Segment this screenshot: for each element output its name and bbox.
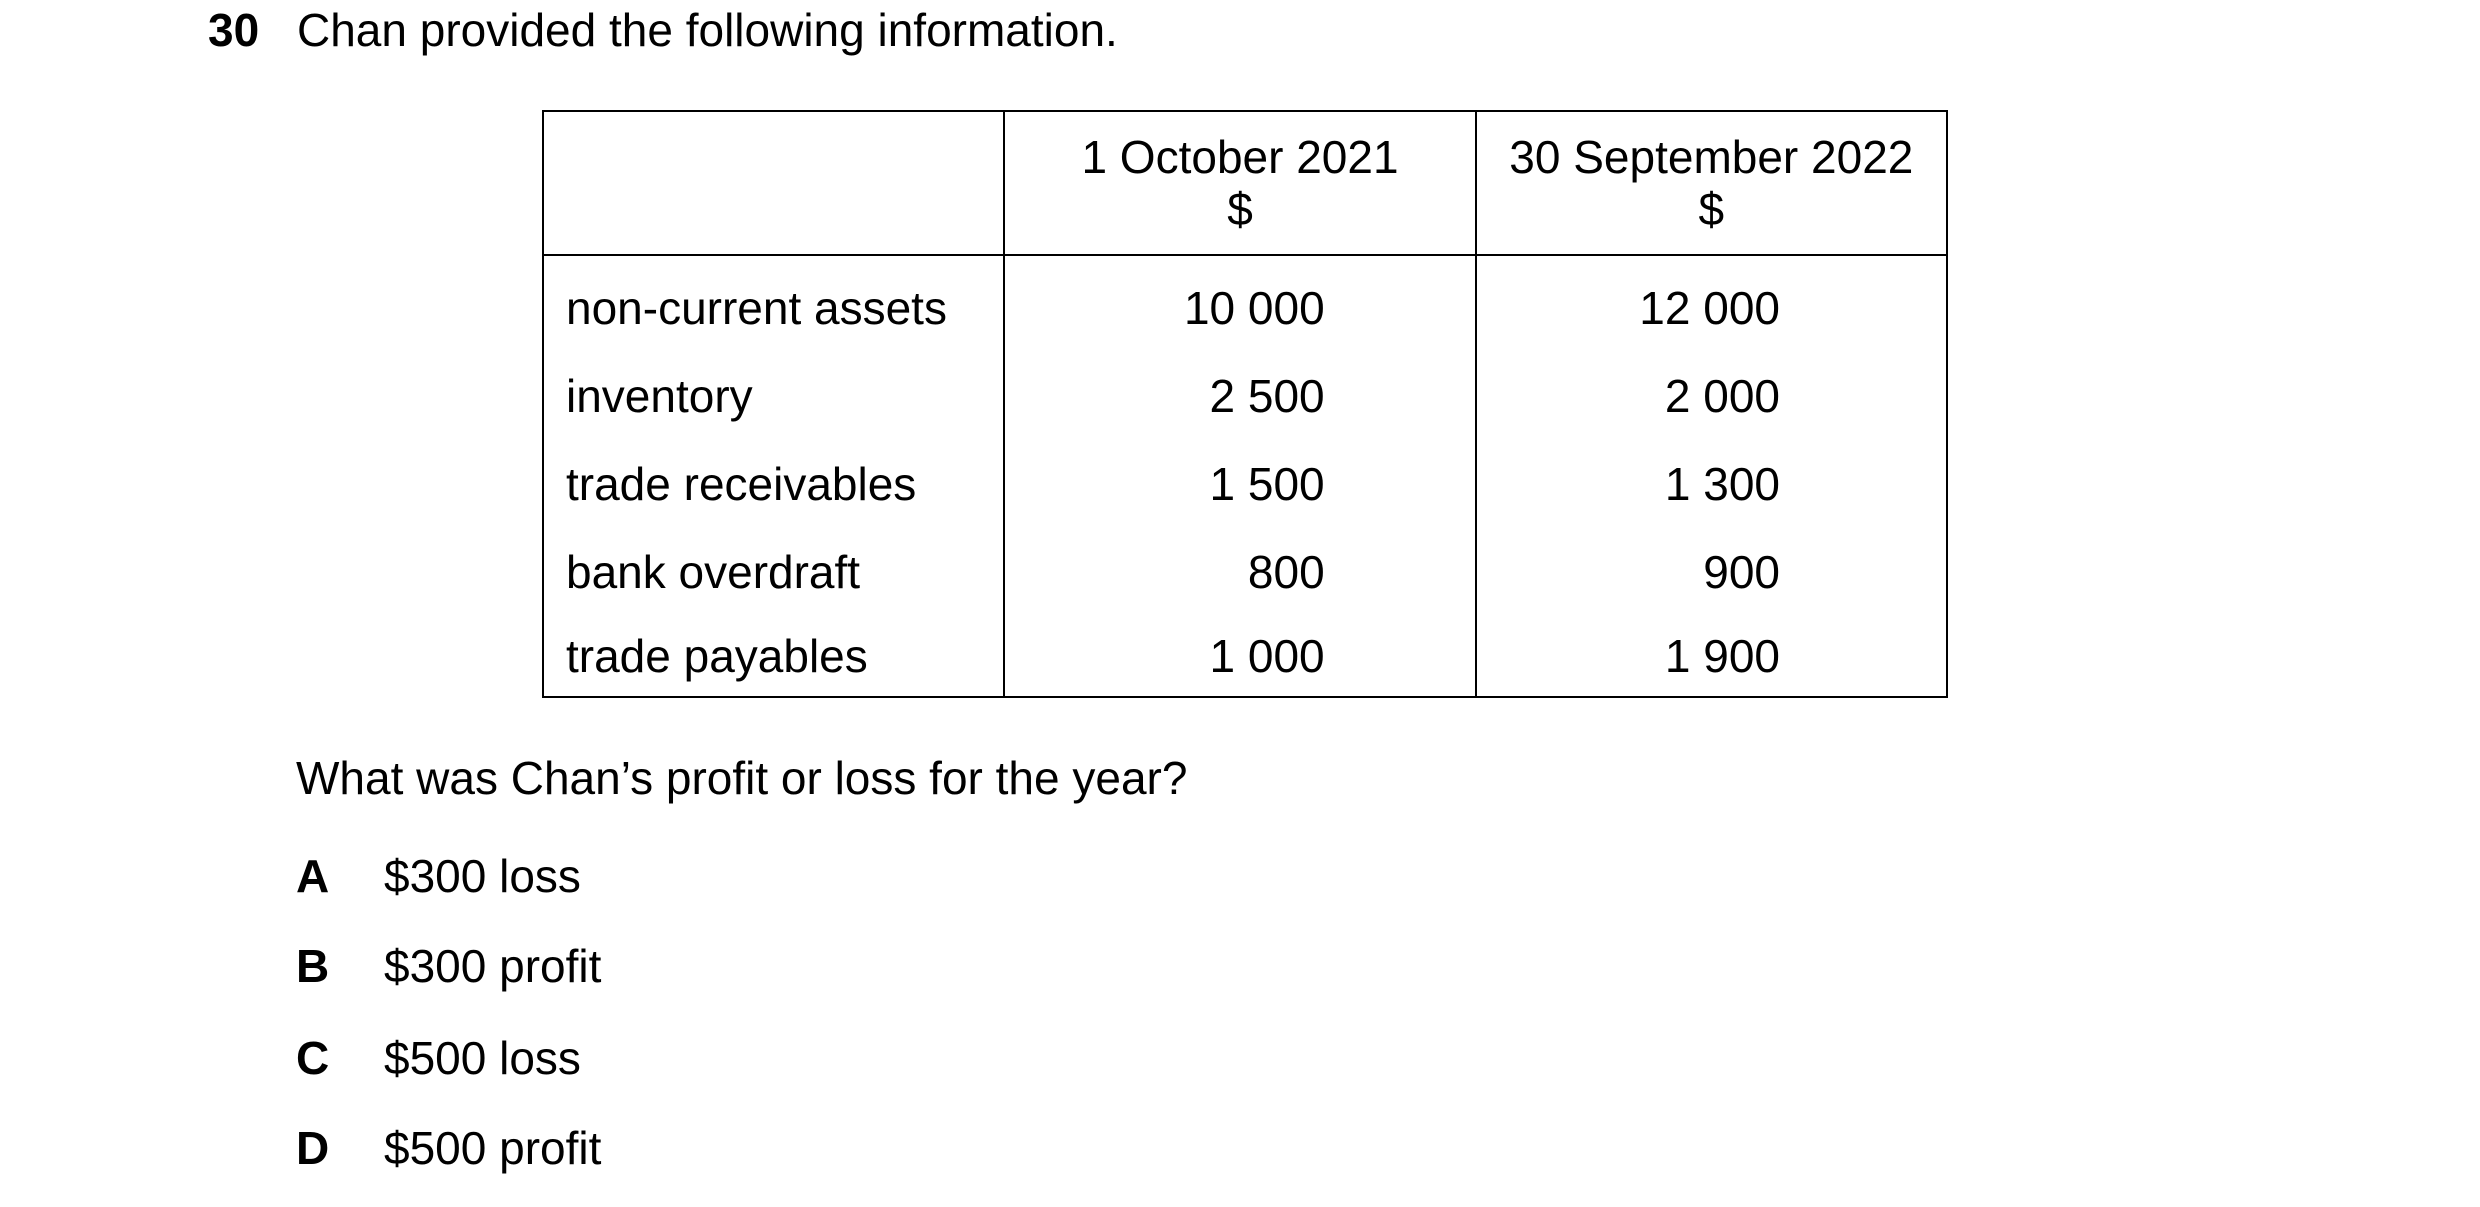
header-sep-2022 (1476, 111, 1947, 255)
option-text: $500 loss (384, 1032, 581, 1084)
row-label: bank overdraft (543, 528, 1004, 616)
value-oct-2021: 2 500 (1004, 352, 1475, 440)
header-sep-2022-date: 30 September 2022 (1509, 131, 1914, 183)
value-sep-2022: 12 000 (1476, 255, 1947, 352)
row-label: trade receivables (543, 440, 1004, 528)
header-empty-cell (543, 111, 1004, 255)
table-row (543, 352, 1947, 440)
option-letter: B (296, 940, 330, 992)
option-letter: C (296, 1032, 330, 1084)
option-a[interactable] (296, 846, 581, 906)
value-oct-2021: 1 000 (1004, 616, 1475, 697)
value-sep-2022: 1 300 (1476, 440, 1947, 528)
table-row (543, 528, 1947, 616)
balances-table (542, 110, 1948, 698)
option-letter: D (296, 1122, 330, 1174)
row-label: inventory (543, 352, 1004, 440)
option-d[interactable] (296, 1118, 601, 1178)
header-oct-2021-date: 1 October 2021 (1081, 131, 1399, 183)
option-text: $300 profit (384, 940, 602, 992)
option-c[interactable] (296, 1028, 581, 1088)
question-intro: Chan provided the following information. (297, 4, 1118, 56)
option-text: $300 loss (384, 850, 581, 902)
header-oct-2021-unit: $ (1227, 183, 1253, 235)
question-number: 30 (208, 4, 260, 56)
table-row (543, 616, 1947, 697)
header-sep-2022-unit: $ (1698, 183, 1725, 235)
header-oct-2021 (1004, 111, 1475, 255)
table-row (543, 440, 1947, 528)
value-sep-2022: 2 000 (1476, 352, 1947, 440)
row-label: non-current assets (543, 255, 1004, 352)
value-oct-2021: 1 500 (1004, 440, 1475, 528)
table-header-row (543, 111, 1947, 255)
question-prompt: What was Chan’s profit or loss for the year? (296, 752, 1188, 804)
option-text: $500 profit (384, 1122, 602, 1174)
option-letter: A (296, 850, 330, 902)
value-sep-2022: 1 900 (1476, 616, 1947, 697)
table-row (543, 255, 1947, 352)
value-sep-2022: 900 (1476, 528, 1947, 616)
option-b[interactable] (296, 936, 601, 996)
value-oct-2021: 10 000 (1004, 255, 1475, 352)
value-oct-2021: 800 (1004, 528, 1475, 616)
row-label: trade payables (543, 616, 1004, 697)
